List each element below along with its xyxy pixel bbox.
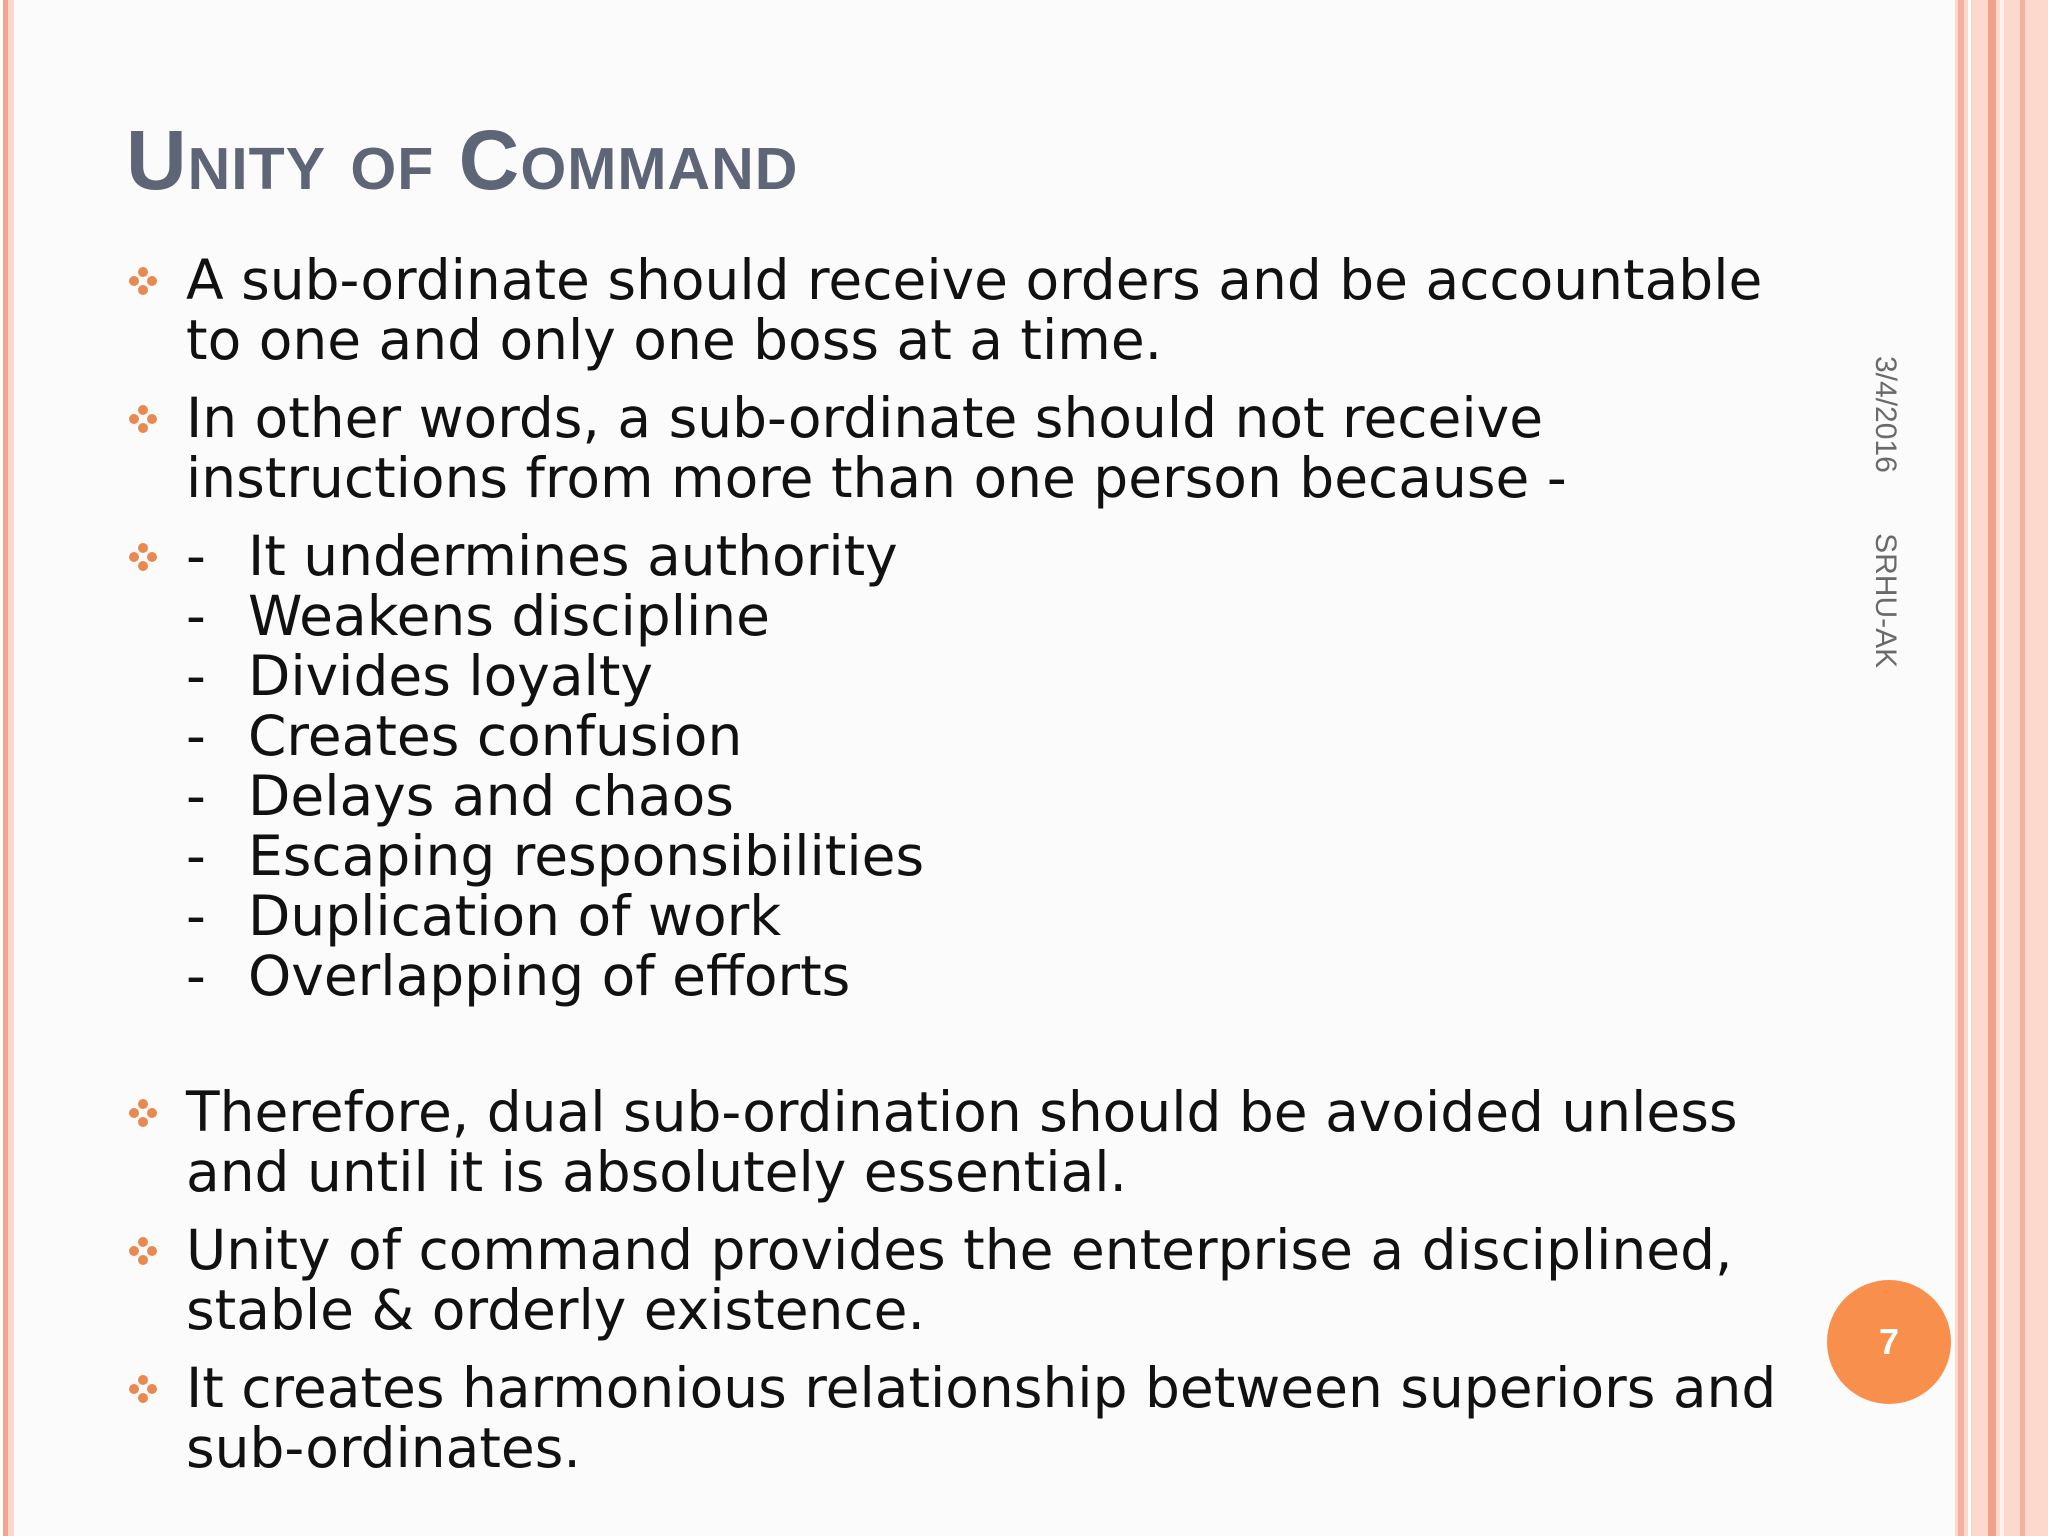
reason-item [186,886,1886,946]
reason-text: Escaping responsibilities [248,824,925,888]
reason-item [186,826,1886,886]
bullet-line: It creates harmonious relationship between superiors and [186,1356,1777,1420]
reason-item [186,586,1886,646]
slide-date: 3/4/2016 [1869,356,1902,473]
bullet-line: stable & orderly existence. [186,1278,925,1342]
dash-marker: - [186,824,206,888]
bullet-line: Therefore, dual sub-ordination should be avoided unless [186,1080,1738,1144]
left-decorative-border [0,0,14,1536]
reason-text: Weakens discipline [248,584,770,648]
dash-marker: - [186,944,206,1008]
right-stripe [1968,0,1971,1536]
reason-text: It undermines authority [248,524,898,588]
right-stripe [1988,0,1996,1536]
diamond-bullet-icon [126,402,160,436]
dash-marker: - [186,524,206,588]
reason-item [186,946,1886,1006]
slide-body [126,250,1886,1496]
side-footer [1868,356,1902,668]
bullet-line: to one and only one boss at a time. [186,308,1163,372]
reason-text: Duplication of work [248,884,782,948]
dash-marker: - [186,704,206,768]
reason-text: Delays and chaos [248,764,734,828]
diamond-bullet-icon [126,264,160,298]
reason-item [186,526,1886,586]
bullet-line: and until it is absolutely essential. [186,1140,1127,1204]
diamond-bullet-icon [126,1096,160,1130]
right-stripe [2000,0,2004,1536]
diamond-bullet-icon [126,1372,160,1406]
bullet-line: A sub-ordinate should receive orders and be accountable [186,248,1763,312]
bullet-line: Unity of command provides the enterprise a disciplined, [186,1218,1733,1282]
bullet-item [126,388,1886,508]
slide-title: Unity of Command [126,113,799,207]
reasons-list [186,526,1886,1006]
reason-item [186,706,1886,766]
page-number-badge: 7 [1827,1280,1951,1404]
dash-marker: - [186,884,206,948]
reason-item [186,766,1886,826]
bullet-item [126,1358,1886,1478]
reason-text: Overlapping of efforts [248,944,851,1008]
bullet-item [126,1082,1886,1202]
slide-author: SRHU-AK [1869,533,1902,669]
bullet-item [126,250,1886,370]
dash-marker: - [186,644,206,708]
diamond-bullet-icon [126,1234,160,1268]
diamond-bullet-icon [126,540,160,574]
bullet-item [126,1220,1886,1340]
bullet-line: In other words, a sub-ordinate should not receive [186,386,1544,450]
reason-text: Creates confusion [248,704,743,768]
dash-marker: - [186,584,206,648]
dash-marker: - [186,764,206,828]
right-stripe [2020,0,2025,1536]
bullet-line: instructions from more than one person because - [186,446,1567,510]
reason-text: Divides loyalty [248,644,653,708]
reason-item [186,646,1886,706]
bullet-line: sub-ordinates. [186,1416,581,1480]
spacer [126,1024,1886,1082]
right-stripe [1958,0,1964,1536]
reasons-bullet [126,526,1886,1006]
